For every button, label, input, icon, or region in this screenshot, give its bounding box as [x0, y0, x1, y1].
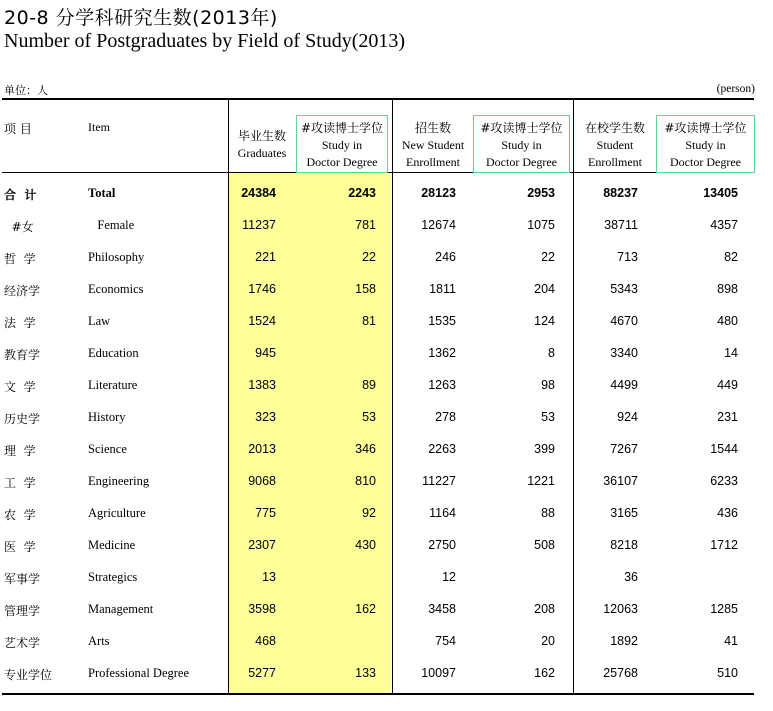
row-value: 22 [541, 250, 555, 264]
row-value: 246 [435, 250, 456, 264]
header-doctor1-en1: Study in [321, 137, 363, 152]
row-value: 1811 [429, 282, 456, 296]
row-label-cn: 管理学 [4, 604, 41, 618]
header-doctor2-en2: Doctor Degree [486, 154, 557, 169]
row-label-en: Philosophy [88, 250, 145, 264]
row-value: 7267 [610, 442, 638, 456]
row-value: 53 [541, 410, 555, 424]
row-value: 41 [724, 634, 738, 648]
row-value: 2750 [428, 538, 456, 552]
row-value: 89 [362, 378, 376, 392]
row-value: 2953 [527, 186, 555, 200]
row-value: 204 [534, 282, 555, 296]
row-value: 9068 [248, 474, 276, 488]
row-value: 468 [255, 634, 276, 648]
row-value: 12674 [421, 218, 456, 232]
row-value: 25768 [603, 666, 638, 680]
row-value: 323 [255, 410, 276, 424]
header-graduates-cn: 毕业生数 [237, 129, 286, 143]
table-row [0, 338, 773, 370]
row-value: 810 [355, 474, 376, 488]
row-value: 5277 [248, 666, 276, 680]
row-label-en: Arts [88, 634, 110, 648]
table-row [0, 178, 773, 210]
row-value: 1524 [248, 314, 276, 328]
row-label-en: Economics [88, 282, 144, 296]
row-value: 4357 [710, 218, 738, 232]
header-doctor3-cn: #攻读博士学位 [664, 120, 747, 135]
header-doctor3-en2: Doctor Degree [670, 154, 741, 169]
row-value: 88 [541, 506, 555, 520]
row-value: 399 [534, 442, 555, 456]
table-row [0, 370, 773, 402]
header-doctor2-en1: Study in [501, 137, 542, 152]
table-row [0, 530, 773, 562]
header-new-en1: New Student [401, 137, 465, 152]
row-label-en: Strategics [88, 570, 138, 584]
header-new-en2: Enrollment [406, 154, 460, 169]
row-label-cn: 经济学 [4, 284, 41, 298]
row-label-cn: 文 学 [4, 380, 36, 394]
row-value: 1285 [710, 602, 738, 616]
row-value: 3165 [610, 506, 638, 520]
row-value: 158 [355, 282, 376, 296]
row-value: 1075 [527, 218, 555, 232]
header-new-cn: 招生数 [414, 120, 451, 135]
row-value: 133 [355, 666, 376, 680]
row-value: 22 [362, 250, 376, 264]
row-value: 1892 [610, 634, 638, 648]
row-label-en: Education [88, 346, 139, 360]
header-item-cn: 项 目 [4, 122, 32, 136]
row-value: 1712 [710, 538, 738, 552]
row-value: 92 [362, 506, 376, 520]
table-row [0, 658, 773, 690]
row-value: 2263 [428, 442, 456, 456]
row-value: 346 [355, 442, 376, 456]
row-value: 8 [548, 346, 555, 360]
row-value: 36 [624, 570, 638, 584]
row-label-cn: #女 [4, 220, 34, 234]
row-value: 436 [717, 506, 738, 520]
header-enroll-cn: 在校学生数 [584, 120, 645, 135]
row-label-cn: 哲 学 [4, 252, 36, 266]
row-label-cn: 艺术学 [4, 636, 41, 650]
row-value: 11227 [422, 474, 456, 488]
header-item-en: Item [88, 120, 110, 134]
row-label-en: Total [88, 186, 116, 200]
row-value: 3458 [428, 602, 456, 616]
row-value: 1383 [248, 378, 276, 392]
table-title-chinese: 20-8 分学科研究生数(2013年) [4, 7, 278, 29]
row-label-cn: 教育学 [4, 348, 41, 362]
table-row [0, 562, 773, 594]
table-row [0, 594, 773, 626]
table-top-rule [2, 98, 754, 100]
row-value: 510 [717, 666, 738, 680]
table-row [0, 274, 773, 306]
row-label-en: Medicine [88, 538, 136, 552]
row-value: 11237 [242, 218, 276, 232]
row-label-en: Engineering [88, 474, 150, 488]
header-graduates [229, 117, 295, 173]
header-enroll-en2: Enrollment [588, 154, 642, 169]
table-row [0, 498, 773, 530]
row-value: 2013 [248, 442, 276, 456]
row-value: 508 [534, 538, 555, 552]
row-label-cn: 理 学 [4, 444, 36, 458]
header-doctor-graduates [296, 117, 388, 173]
row-value: 53 [362, 410, 376, 424]
row-label-cn: 军事学 [4, 572, 41, 586]
unit-label-english: (person) [716, 83, 755, 95]
header-student-enrollment [574, 117, 656, 173]
row-value: 5343 [610, 282, 638, 296]
row-label-cn: 工 学 [4, 476, 36, 490]
row-value: 88237 [603, 186, 638, 200]
row-value: 14 [724, 346, 738, 360]
row-value: 38711 [604, 218, 638, 232]
row-value: 124 [534, 314, 555, 328]
row-value: 81 [362, 314, 376, 328]
row-label-en: Professional Degree [88, 666, 190, 680]
header-doctor1-en2: Doctor Degree [306, 154, 378, 169]
row-label-cn: 农 学 [4, 508, 36, 522]
row-value: 4670 [610, 314, 638, 328]
row-value: 480 [717, 314, 738, 328]
table-row [0, 402, 773, 434]
row-value: 713 [617, 250, 638, 264]
row-value: 82 [724, 250, 738, 264]
row-value: 430 [355, 538, 376, 552]
header-doctor3-en1: Study in [685, 137, 726, 152]
row-value: 3340 [610, 346, 638, 360]
row-value: 36107 [603, 474, 638, 488]
row-value: 8218 [610, 538, 638, 552]
row-value: 3598 [248, 602, 276, 616]
row-value: 12063 [603, 602, 638, 616]
row-value: 898 [717, 282, 738, 296]
header-enroll-en1: Student [596, 137, 634, 152]
header-doctor-new [473, 117, 570, 173]
row-value: 10097 [421, 666, 456, 680]
row-label-en: Science [88, 442, 127, 456]
row-value: 924 [617, 410, 638, 424]
row-value: 1164 [429, 506, 456, 520]
header-new-enrollment [393, 117, 473, 173]
row-label-cn: 合 计 [4, 188, 37, 202]
row-value: 2307 [248, 538, 276, 552]
row-value: 6233 [710, 474, 738, 488]
row-label-cn: 法 学 [4, 316, 36, 330]
row-label-en: Management [88, 602, 154, 616]
row-label-en: History [88, 410, 126, 424]
table-row [0, 210, 773, 242]
row-label-cn: 专业学位 [4, 668, 53, 682]
row-value: 945 [255, 346, 276, 360]
row-label-en: Agriculture [88, 506, 146, 520]
row-value: 162 [355, 602, 376, 616]
row-value: 162 [534, 666, 555, 680]
row-value: 449 [717, 378, 738, 392]
table-bottom-rule [2, 693, 754, 695]
row-value: 1263 [428, 378, 456, 392]
row-label-cn: 历史学 [4, 412, 41, 426]
row-value: 208 [534, 602, 555, 616]
row-value: 1362 [428, 346, 456, 360]
row-value: 1544 [710, 442, 738, 456]
row-label-en: Female [88, 218, 135, 232]
row-value: 4499 [610, 378, 638, 392]
row-value: 2243 [348, 186, 376, 200]
row-value: 28123 [421, 186, 456, 200]
table-row [0, 466, 773, 498]
row-value: 1535 [428, 314, 456, 328]
table-row [0, 626, 773, 658]
row-label-en: Law [88, 314, 111, 328]
row-value: 754 [435, 634, 456, 648]
header-doctor2-cn: #攻读博士学位 [480, 120, 563, 135]
table-row [0, 242, 773, 274]
header-doctor-enrollment [656, 117, 755, 173]
row-value: 24384 [241, 186, 276, 200]
row-value: 781 [355, 218, 376, 232]
header-graduates-en: Graduates [237, 146, 287, 160]
row-value: 231 [717, 410, 738, 424]
row-value: 12 [442, 570, 456, 584]
row-value: 278 [435, 410, 456, 424]
row-value: 13405 [703, 186, 738, 200]
row-value: 20 [541, 634, 555, 648]
table-title-english: Number of Postgraduates by Field of Study(2013) [4, 30, 406, 52]
row-value: 98 [541, 378, 555, 392]
unit-label-chinese: 单位：人 [4, 84, 48, 97]
row-value: 221 [255, 250, 276, 264]
row-value: 13 [262, 570, 276, 584]
row-value: 775 [255, 506, 276, 520]
table-row [0, 306, 773, 338]
table-row [0, 434, 773, 466]
row-label-cn: 医 学 [4, 540, 36, 554]
row-label-en: Literature [88, 378, 138, 392]
row-value: 1746 [248, 282, 276, 296]
header-doctor1-cn: #攻读博士学位 [300, 120, 384, 135]
row-value: 1221 [527, 474, 555, 488]
